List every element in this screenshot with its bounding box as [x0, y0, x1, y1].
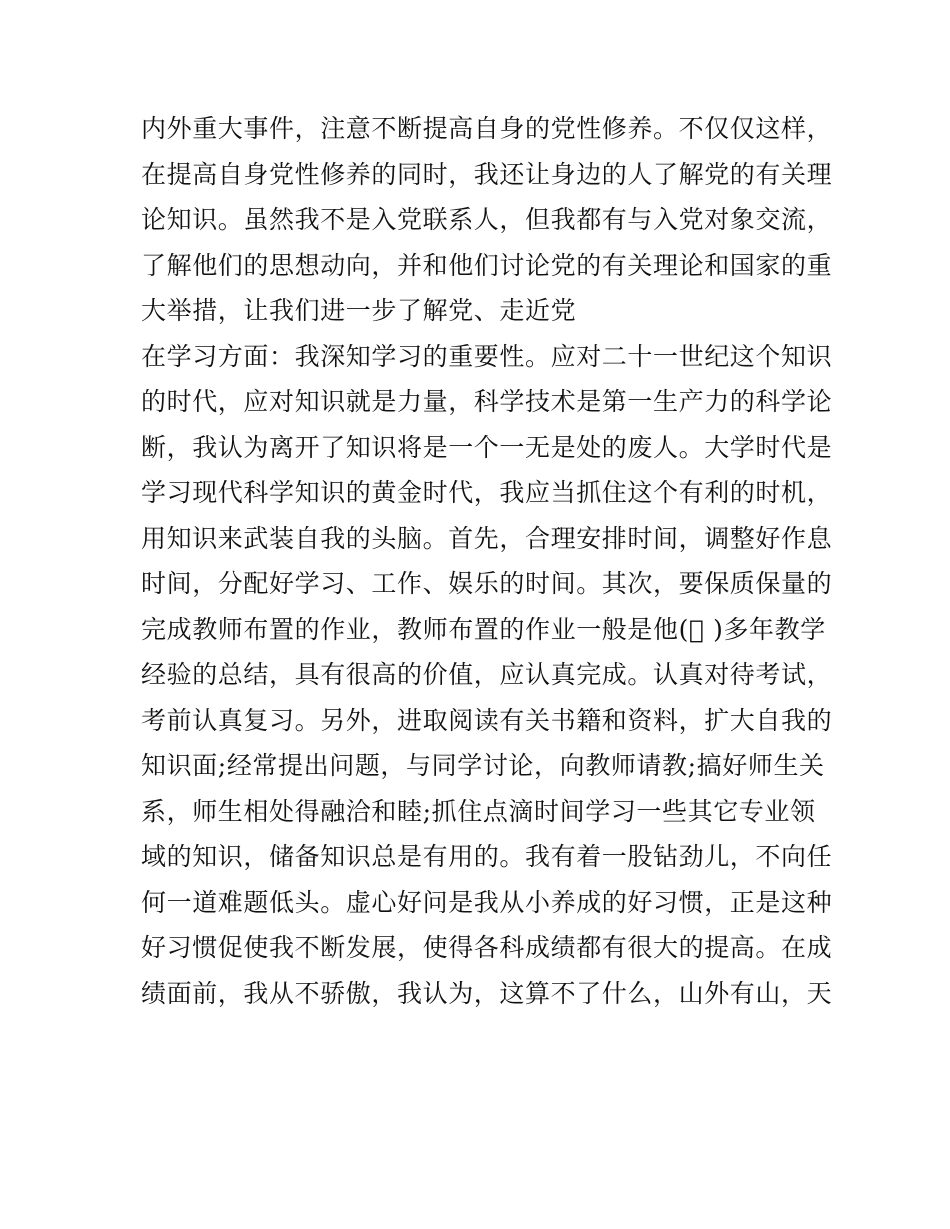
- text-line: 考前认真复习。另外，进取阅读有关书籍和资料，扩大自我的: [141, 705, 833, 735]
- text-line: 系，师生相处得融洽和睦;抓住点滴时间学习一些其它专业领: [141, 796, 816, 826]
- text-line: 经验的总结，具有很高的价值，应认真完成。认真对待考试，: [141, 660, 833, 689]
- text-line: 在提高自身党性修养的同时，我还让身边的人了解党的有关理: [141, 159, 833, 189]
- text-line: 好习惯促使我不断发展，使得各科成绩都有很大的提高。在成: [141, 933, 833, 962]
- body-text: [141, 106, 833, 1016]
- text-line: 大举措，让我们进一步了解党、走近党: [141, 296, 577, 325]
- text-line: 的时代，应对知识就是力量，科学技术是第一生产力的科学论: [141, 387, 833, 416]
- text-line: 知识面;经常提出问题，与同学讨论，向教师请教;搞好师生关: [141, 751, 825, 780]
- text-line: 域的知识，储备知识总是有用的。我有着一股钻劲儿，不向任: [141, 842, 833, 871]
- text-line: 内外重大事件，注意不断提高自身的党性修养。不仅仅这样，: [141, 114, 833, 143]
- text-line: 了解他们的思想动向，并和他们讨论党的有关理论和国家的重: [141, 250, 833, 280]
- text-line: 在学习方面：我深知学习的重要性。应对二十一世纪这个知识: [141, 341, 833, 371]
- text-line: 何一道难题低头。虚心好问是我从小养成的好习惯，正是这种: [141, 887, 833, 917]
- text-line: 学习现代科学知识的黄金时代，我应当抓住这个有利的时机，: [141, 478, 833, 507]
- text-line: 绩面前，我从不骄傲，我认为，这算不了什么，山外有山，天: [141, 978, 833, 1008]
- text-line: 时间，分配好学习、工作、娱乐的时间。其次，要保质保量的: [141, 569, 833, 598]
- text-line: 用知识来武装自我的头脑。首先，合理安排时间，调整好作息: [141, 523, 833, 553]
- text-line: 断，我认为离开了知识将是一个一无是处的废人。大学时代是: [141, 432, 833, 462]
- text-line: 论知识。虽然我不是入党联系人，但我都有与入党对象交流，: [141, 205, 833, 234]
- text-line: 完成教师布置的作业，教师布置的作业一般是他(  )多年教学: [141, 614, 826, 644]
